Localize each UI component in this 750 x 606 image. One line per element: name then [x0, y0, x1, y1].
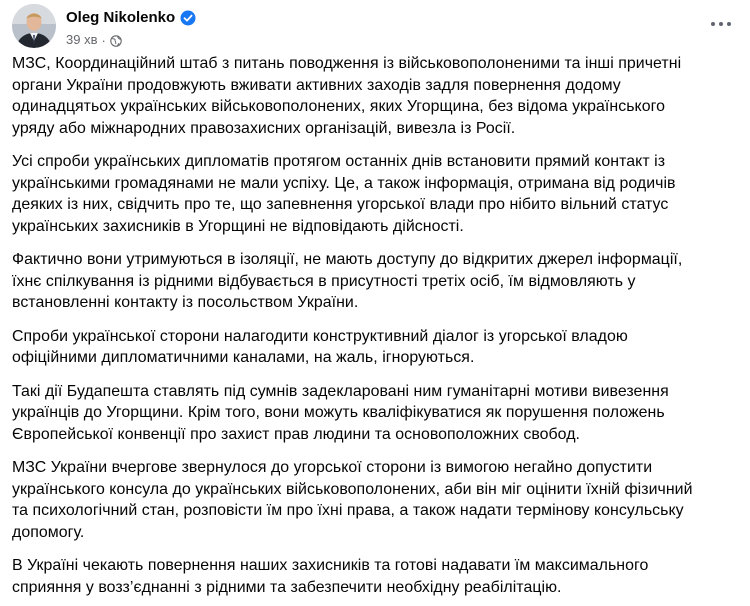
more-options-button[interactable]: [706, 12, 736, 36]
author-name[interactable]: Oleg Nikolenko: [66, 9, 176, 26]
post-paragraph: Фактично вони утримуються в ізоляції, не мають доступу до відкритих джерел інформації, їхнє спілкування із рідними відбувається в присутності третіх осіб, їм відмовляють у встановленні контакту із посольством України.: [12, 251, 683, 311]
more-horizontal-icon: [711, 22, 715, 26]
verified-badge-icon: [180, 10, 196, 26]
author-block: [66, 8, 196, 49]
post-paragraph: МЗС України вчергове звернулося до угорської сторони із вимогою негайно допустити українського консула до українських військовополонених, аби він міг оцінити їхній фізичний та психологічний стан, розповісти їм про їхні права, а також надати термінову консульську допомогу.: [12, 459, 693, 541]
post-paragraph: Усі спроби українських дипломатів протягом останніх днів встановити прямий контакт із українськими громадянами не мали успіху. Це, а також інформація, отримана від родичів деяких із них, свідчить про те, що запевнення угорської влади про нібито вільний статус українських захисників в Угорщині не відповідають дійсності.: [12, 153, 676, 235]
post-timestamp[interactable]: 39 хв: [66, 32, 98, 47]
post-header: [12, 4, 738, 54]
post-body: [12, 53, 740, 606]
post-paragraph: В Україні чекають повернення наших захисників та готові надавати їм максимального сприяння у возз’єднанні з рідними та забезпечити необхідну реабілітацію.: [12, 557, 649, 596]
author-line: [66, 8, 196, 28]
meta-separator: ·: [101, 32, 106, 48]
post-meta: [66, 31, 196, 49]
post-paragraph: Такі дії Будапешта ставлять під сумнів задекларовані ним гуманітарні мотиви вивезення українців до Угорщини. Крім того, вони можуть кваліфікуватися як порушення положень Європейської конвенції про захист прав людини та основоположних свобод.: [12, 382, 669, 443]
post-paragraph: МЗС, Координаційний штаб з питань поводження із військовополоненими та інші причетні органи України продовжують вживати активних заходів задля повернення додому одинадцятьох українських військовополонених, яких Угорщина, без відома українського уряду або міжнародних правозахисних організацій, вивезла із Росії.: [12, 55, 682, 137]
more-dot: [719, 22, 723, 26]
more-dot: [727, 22, 731, 26]
post-paragraph: Спроби української сторони налагодити конструктивний діалог із угорської владою офіційними дипломатичними каналами, на жаль, ігноруються.: [12, 327, 628, 366]
author-avatar[interactable]: [12, 4, 56, 48]
globe-icon[interactable]: [110, 34, 122, 46]
profile-photo-icon: [12, 4, 56, 48]
